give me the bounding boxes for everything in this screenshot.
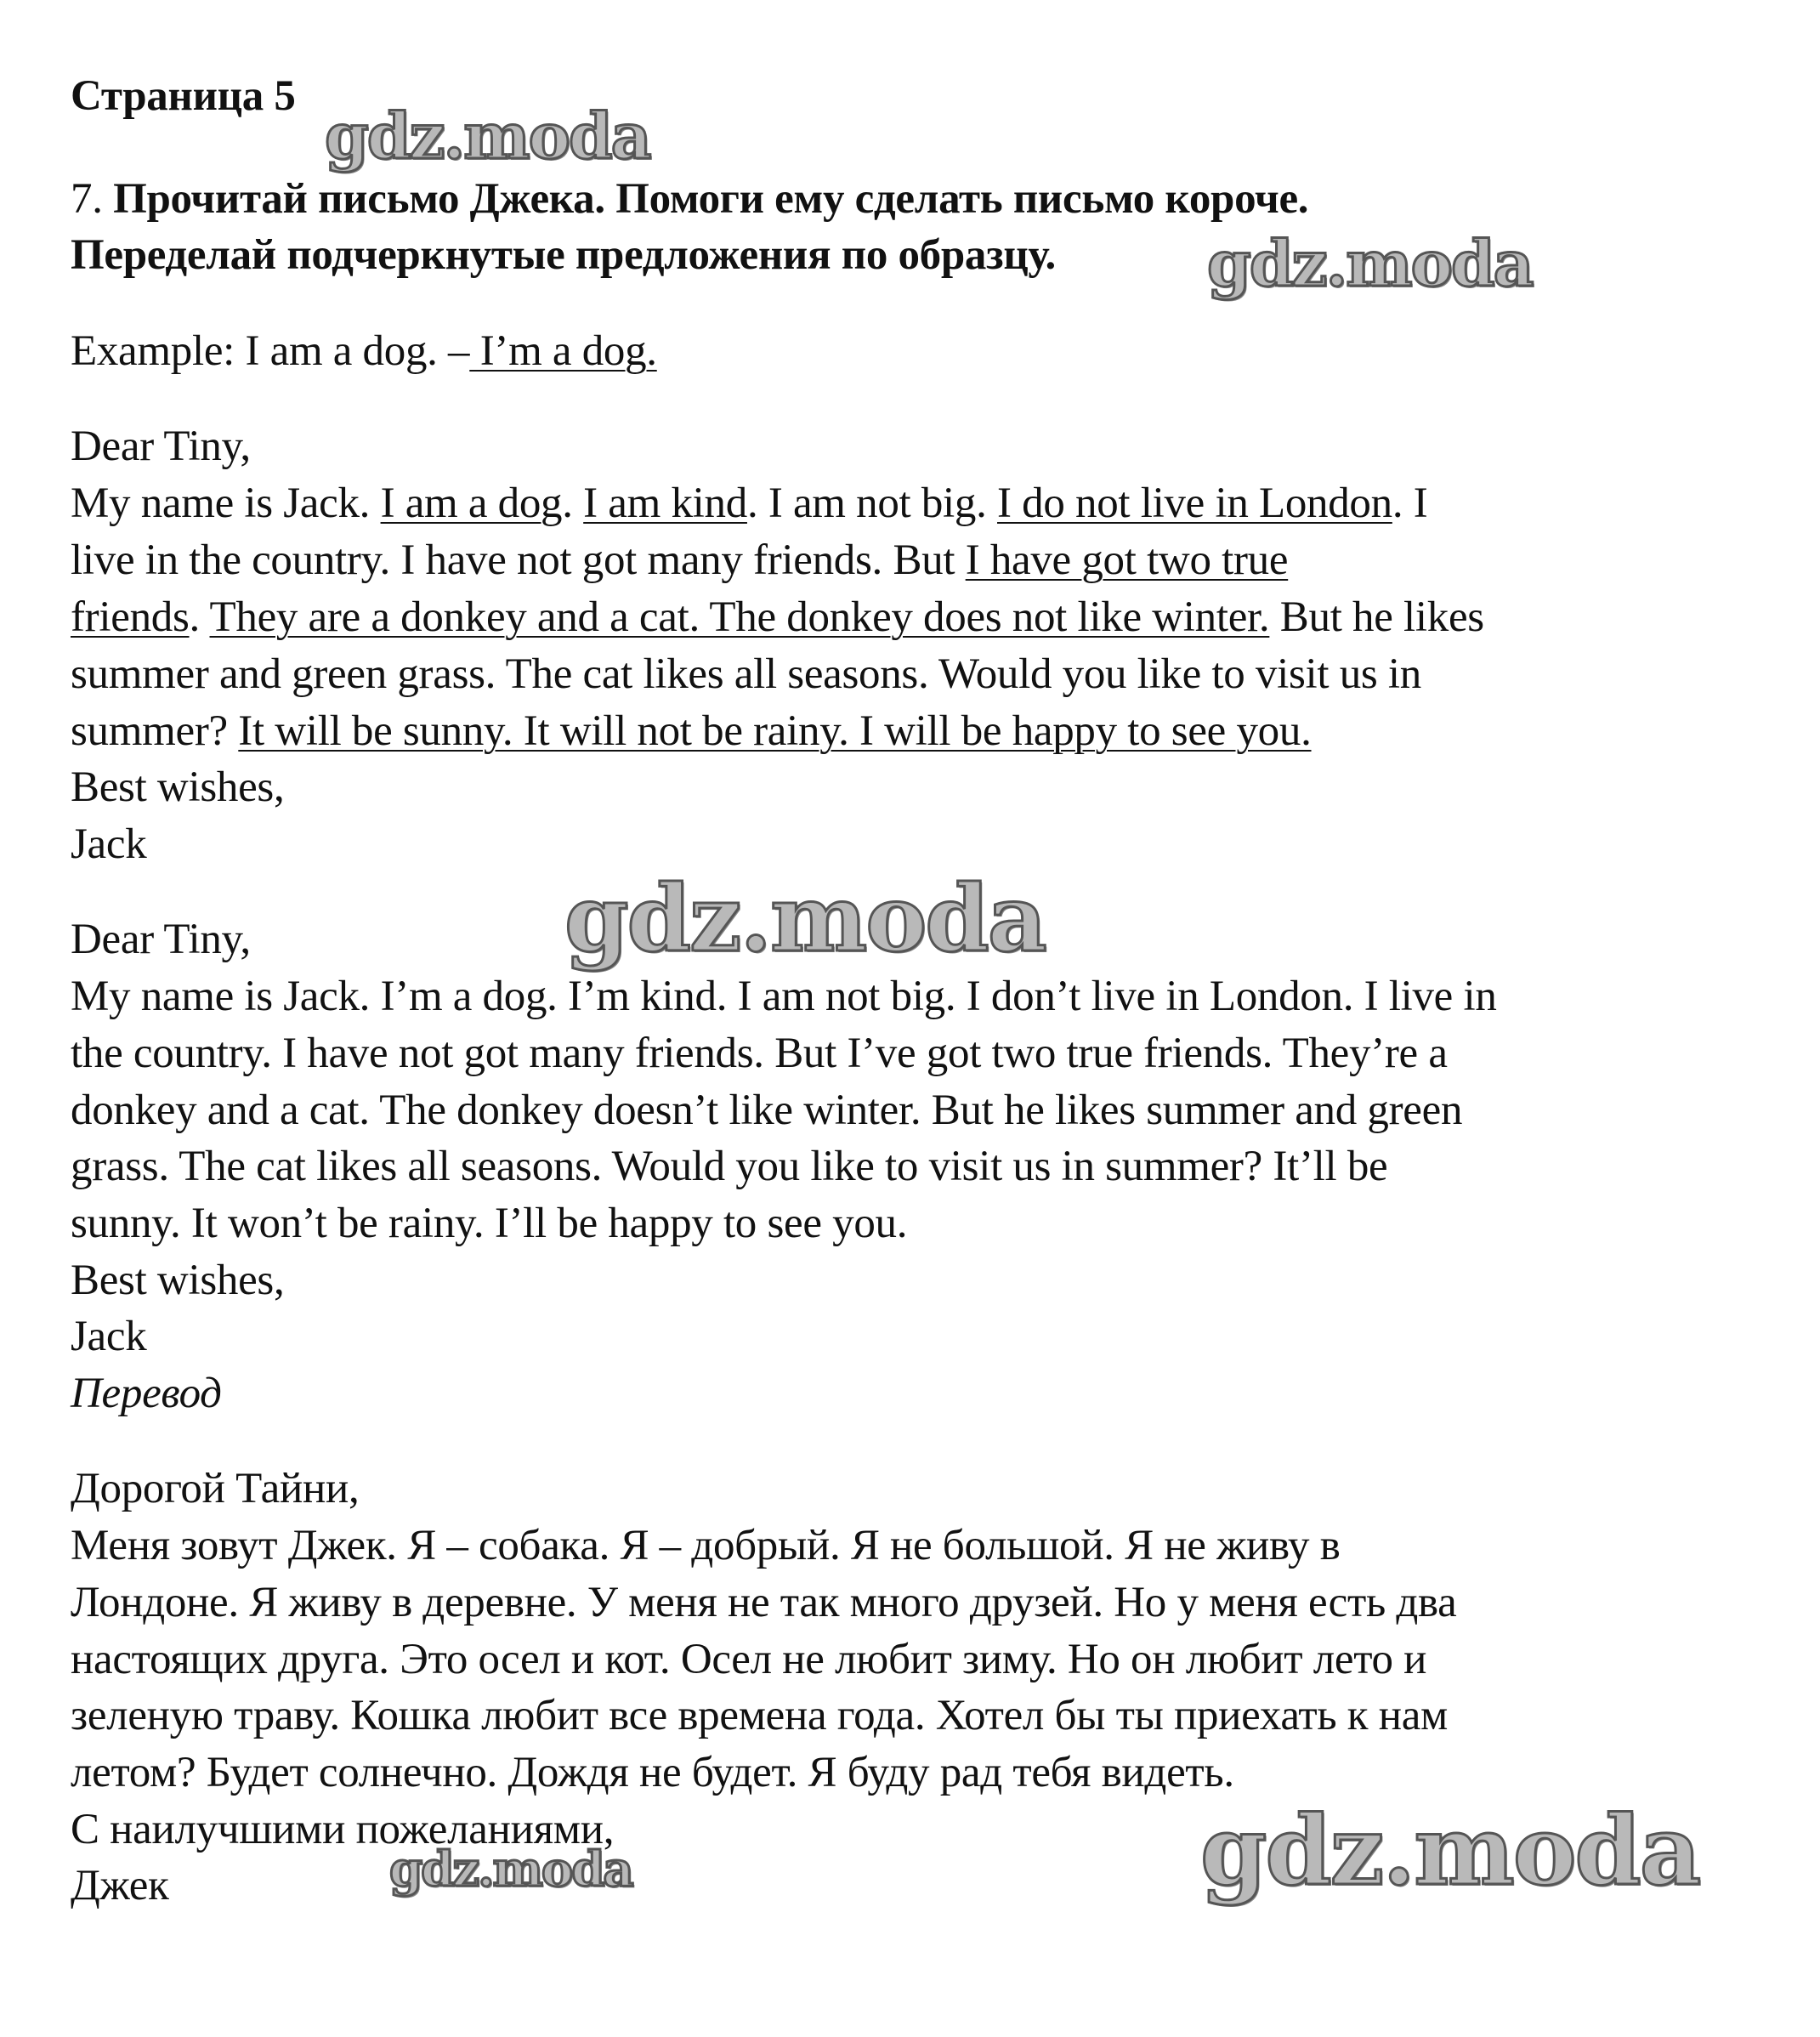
original-line-1 (71, 475, 1427, 531)
original-line-3 (71, 589, 1484, 645)
page-title: Страница 5 (71, 72, 296, 120)
text-run: My name is Jack. (71, 479, 381, 527)
short-line-3: donkey and a cat. The donkey doesn’t like winter. But he likes summer and green (71, 1087, 1463, 1134)
task-instruction-2: Переделай подчеркнутые предложения по образцу. (71, 231, 1056, 279)
underlined-phrase: I have got two true (965, 536, 1289, 584)
short-greeting: Dear Tiny, (71, 916, 251, 963)
watermark-logo: gdz.moda (564, 865, 1046, 973)
watermark-logo: gdz.moda (389, 1841, 632, 1898)
task-number: 7. (71, 175, 103, 223)
original-closing: Best wishes, (71, 763, 285, 811)
original-line-5 (71, 703, 1312, 759)
translation-line-3: настоящих друга. Это осел и кот. Осел не любит зиму. Но он любит лето и (71, 1636, 1427, 1683)
example-line (71, 323, 657, 379)
translation-label: Перевод (71, 1370, 222, 1417)
watermark-logo: gdz.moda (1207, 228, 1533, 301)
translation-closing: С наилучшими пожеланиями, (71, 1806, 615, 1853)
text-run: . I am not big. (746, 479, 998, 527)
original-greeting: Dear Tiny, (71, 423, 251, 470)
short-line-4: grass. The cat likes all seasons. Would you like to visit us in summer? It’ll be (71, 1143, 1388, 1190)
original-signature: Jack (71, 820, 147, 868)
watermark-logo: gdz.moda (1200, 1796, 1700, 1907)
underlined-phrase: friends (71, 593, 190, 641)
example-answer: I’m a dog. (469, 327, 657, 375)
watermark-logo: gdz.moda (325, 100, 650, 173)
short-closing: Best wishes, (71, 1257, 285, 1304)
underlined-phrase: I am a dog (380, 479, 563, 527)
translation-line-5: летом? Будет солнечно. Дождя не будет. Я буду рад тебя видеть. (71, 1749, 1234, 1796)
text-run: live in the country. I have not got many friends. But (71, 536, 966, 584)
text-run: summer? (71, 707, 239, 755)
original-line-4: summer and green grass. The cat likes all seasons. Would you like to visit us in (71, 650, 1422, 698)
short-line-5: sunny. It won’t be rainy. I’ll be happy to see you. (71, 1200, 908, 1247)
task-heading-line-1 (71, 171, 1308, 227)
translation-line-1: Меня зовут Джек. Я – собака. Я – добрый. Я не большой. Я не живу в (71, 1522, 1341, 1569)
translation-line-4: зеленую траву. Кошка любит все времена года. Хотел бы ты приехать к нам (71, 1692, 1449, 1739)
translation-signature: Джек (71, 1862, 169, 1909)
text-run: But he likes (1269, 593, 1484, 641)
translation-line-2: Лондоне. Я живу в деревне. У меня не так много друзей. Но у меня есть два (71, 1579, 1457, 1626)
short-line-1: My name is Jack. I’m a dog. I’m kind. I am not big. I don’t live in London. I live in (71, 973, 1497, 1020)
text-run: . (189, 593, 210, 641)
original-line-2 (71, 532, 1288, 588)
short-line-2: the country. I have not got many friends. But I’ve got two true friends. They’re a (71, 1030, 1448, 1077)
short-signature: Jack (71, 1313, 147, 1360)
text-run: . (562, 479, 584, 527)
underlined-phrase: It will be sunny. It will not be rainy. I will be happy to see you. (238, 707, 1312, 755)
text-run: . I (1392, 479, 1428, 527)
underlined-phrase: I do not live in London (997, 479, 1392, 527)
task-instruction-1: Прочитай письмо Джека. Помоги ему сделать письмо короче. (113, 175, 1309, 223)
example-prefix: Example: I am a dog. – (71, 327, 470, 375)
underlined-phrase: I am kind (583, 479, 747, 527)
underlined-phrase: They are a donkey and a cat. The donkey does not like winter. (209, 593, 1270, 641)
translation-greeting: Дорогой Тайни, (71, 1465, 360, 1512)
